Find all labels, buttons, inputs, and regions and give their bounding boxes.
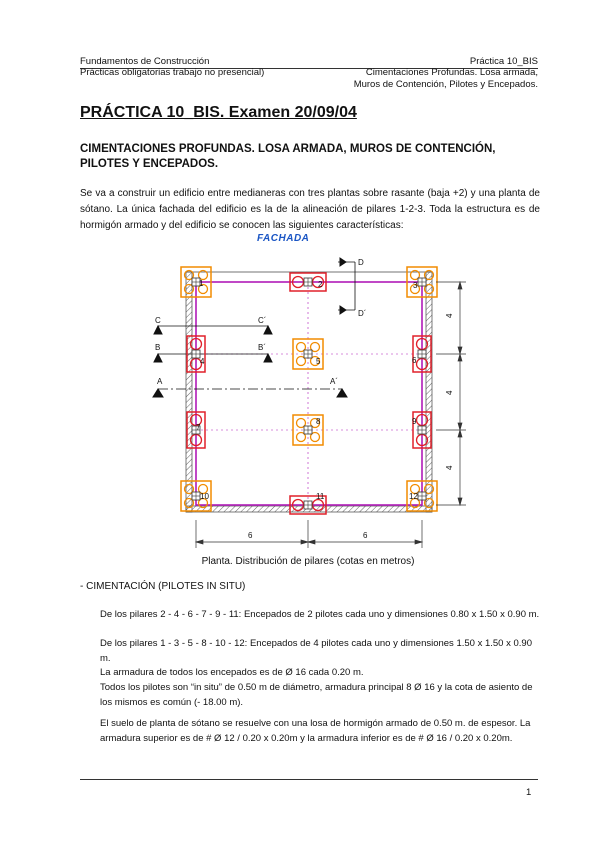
section-b-marker — [154, 354, 272, 362]
pillar-number: 7 — [196, 423, 201, 432]
pillar-number: 6 — [412, 356, 417, 365]
page-title: PRÁCTICA 10_BIS. Examen 20/09/04 — [80, 104, 357, 121]
section-b2-label: B´ — [258, 343, 266, 352]
paragraph-reinforcement: La armadura de todos los encepados es de Ø 16 cada 0.20 m. — [100, 667, 364, 678]
figure-caption: Planta. Distribución de pilares (cotas en metros) — [201, 556, 415, 567]
dim-bottom-2: 6 — [363, 531, 368, 540]
paragraph-two-pile: De los pilares 2 - 4 - 6 - 7 - 9 - 11: Encepados de 2 pilotes cada uno y dimensiones 0.80 x 1.50 x 0.90 m. — [100, 609, 540, 620]
section-c-marker — [154, 326, 272, 334]
party-wall-right — [426, 272, 432, 512]
pillar-number: 5 — [316, 357, 321, 366]
fachada-label: FACHADA — [257, 233, 310, 244]
header-subtitle-right-1: Cimentaciones Profundas. Losa armada, — [365, 67, 538, 78]
pillar-number: 2 — [318, 280, 323, 289]
pillar-number: 8 — [316, 417, 321, 426]
paragraph-piles: Todos los pilotes son “in situ” de 0.50 m de diámetro, armadura principal 8 Ø 16 y la cota de asiento de los mismos es común (- 18.00 m). — [100, 682, 533, 708]
section-a-label: A — [157, 377, 163, 386]
page-number: 1 — [526, 787, 532, 798]
paragraph-four-pile: De los pilares 1 - 3 - 5 - 8 - 10 - 12: Encepados de 4 pilotes cada uno y dimensiones 1.50 x 1.50 x 0.90 m. — [100, 638, 532, 664]
footer-rule — [80, 779, 538, 780]
section-a-marker — [153, 389, 347, 397]
dimension-bottom — [196, 520, 422, 548]
dim-bottom-1: 6 — [248, 531, 253, 540]
dim-right-3: 4 — [445, 465, 454, 470]
pillar-number: 10 — [200, 492, 209, 501]
header-practice: Práctica 10_BIS — [469, 56, 538, 67]
section-a2-label: A´ — [330, 377, 338, 386]
header-subtitle-right-2: Muros de Contención, Pilotes y Encepados. — [353, 79, 538, 90]
paragraph-slab: El suelo de planta de sótano se resuelve con una losa de hormigón armado de 0.50 m. de espesor. La armadura superior es de # Ø 12 / 0.20 x 0.20m y la armadura inferior es de # Ø 16 / 0.20 x 0.20m. — [100, 718, 531, 744]
intro-paragraph: Se va a construir un edificio entre medianeras con tres plantas sobre rasante (baja +2) y una planta de sótano. La única fachada del edificio es la de la alineación de pilares 1-2-3. Toda la estructura es de hormigón armado y del edificio se conocen las siguientes características: — [80, 188, 540, 231]
header-course: Fundamentos de Construcción — [80, 56, 210, 67]
dim-right-2: 4 — [445, 390, 454, 395]
section-c2-label: C´ — [258, 316, 267, 325]
pillar-number: 12 — [409, 492, 418, 501]
perimeter-beam — [196, 282, 422, 505]
pillar-number: 11 — [316, 492, 325, 501]
dim-right-1: 4 — [445, 313, 454, 318]
pillar-number: 1 — [199, 279, 204, 288]
section-b-label: B — [155, 343, 161, 352]
pillar-number: 4 — [200, 357, 205, 366]
header-subtitle-left: Prácticas obligatorias trabajo no presencial) — [80, 67, 265, 78]
section-heading: - CIMENTACIÓN (PILOTES IN SITU) — [80, 581, 246, 592]
pillar-number: 3 — [413, 281, 418, 290]
party-wall-left — [186, 272, 192, 512]
section-c-label: C — [155, 316, 161, 325]
section-d-marker — [338, 258, 355, 314]
section-d2-label: D´ — [358, 309, 367, 318]
section-d-label: D — [358, 258, 364, 267]
section-title: CIMENTACIONES PROFUNDAS. LOSA ARMADA, MUROS DE CONTENCIÓN, PILOTES Y ENCEPADOS. — [80, 143, 496, 170]
pillar-number: 9 — [412, 417, 417, 426]
